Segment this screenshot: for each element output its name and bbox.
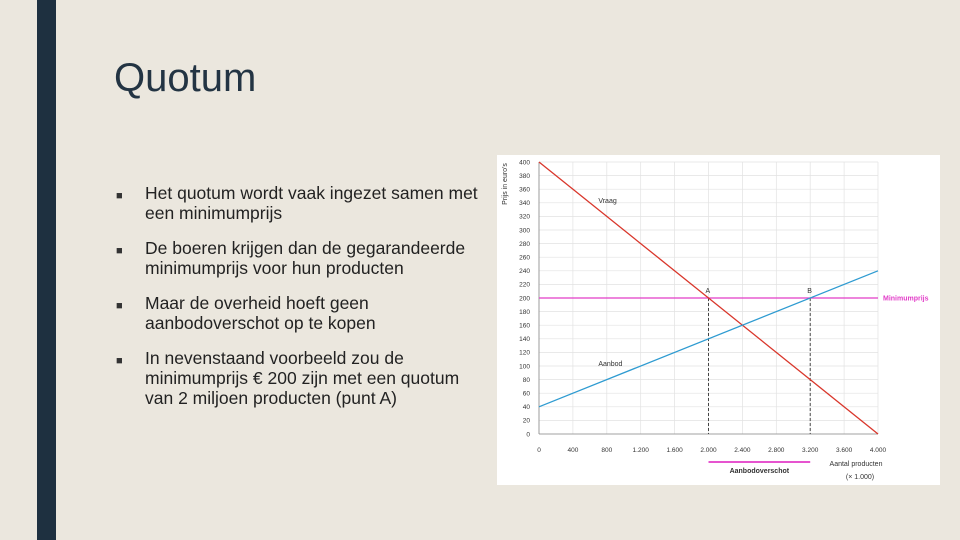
x-tick-label: 0: [537, 447, 541, 454]
x-tick-label: 1.200: [632, 447, 649, 454]
x-tick-label: 400: [567, 447, 579, 454]
y-tick-label: 140: [519, 336, 530, 344]
y-tick-label: 220: [519, 281, 530, 289]
bullet-marker-icon: ■: [116, 300, 123, 312]
y-tick-label: 180: [519, 308, 530, 316]
y-tick-label: 100: [519, 363, 530, 371]
y-tick-label: 300: [519, 227, 530, 235]
x-tick-label: 2.800: [768, 447, 785, 454]
accent-bar: [37, 0, 56, 540]
bullet-text: De boeren krijgen dan de gegarandeerde minimumprijs voor hun producten: [145, 238, 466, 278]
y-tick-label: 380: [519, 172, 530, 180]
y-tick-label: 360: [519, 186, 530, 194]
bullet-text: In nevenstaand voorbeeld zou de minimumprijs € 200 zijn met een quotum van 2 miljoen producten (punt A): [145, 348, 460, 408]
y-tick-label: 80: [522, 376, 530, 384]
bullet-text: Het quotum wordt vaak ingezet samen met een minimumprijs: [145, 183, 478, 223]
y-tick-label: 0: [526, 431, 530, 439]
bullet-marker-icon: ■: [116, 190, 123, 202]
x-tick-label: 4.000: [869, 447, 887, 454]
bullet-marker-icon: ■: [116, 245, 123, 257]
x-tick-label: 1.600: [666, 447, 683, 454]
bullet-list: [116, 183, 491, 423]
y-tick-label: 260: [519, 254, 530, 262]
y-tick-label: 240: [519, 268, 530, 276]
x-tick-label: 2.000: [700, 447, 717, 454]
minimumprijs-label: Minimumprijs: [883, 295, 929, 303]
y-tick-label: 160: [519, 322, 530, 330]
y-tick-label: 340: [519, 200, 530, 208]
x-axis-label: Aantal producten: [829, 461, 883, 468]
y-tick-label: 400: [519, 159, 530, 167]
bullet-item: [116, 293, 491, 333]
y-axis-label: Prijs in euro's: [502, 163, 509, 205]
y-tick-label: 20: [522, 417, 530, 425]
bullet-item: [116, 183, 491, 223]
slide-title: Quotum: [114, 56, 257, 100]
aanbodoverschot-label: Aanbodoverschot: [729, 468, 790, 475]
y-tick-label: 320: [519, 213, 530, 221]
point-label: A: [705, 288, 711, 295]
y-tick-label: 120: [519, 349, 530, 357]
point-label: B: [807, 288, 812, 295]
x-tick-label: 3.200: [802, 447, 819, 454]
bullet-item: [116, 348, 491, 408]
y-tick-label: 280: [519, 240, 530, 248]
chart: [497, 155, 940, 485]
series-label-aanbod: Aanbod: [598, 361, 623, 368]
x-tick-label: 2.400: [734, 447, 751, 454]
x-tick-label: 3.600: [835, 447, 853, 454]
x-tick-label: 800: [601, 447, 613, 454]
y-tick-label: 200: [519, 295, 530, 303]
bullet-text: Maar de overheid hoeft geen aanbodoverschot op te kopen: [145, 293, 376, 333]
bullet-item: [116, 238, 491, 278]
chart-svg: [497, 155, 940, 485]
bullet-marker-icon: ■: [116, 355, 123, 367]
y-tick-label: 40: [522, 404, 530, 412]
series-label-vraag: Vraag: [598, 197, 617, 205]
y-tick-label: 60: [522, 390, 530, 398]
x-axis-unit-label: (× 1.000): [845, 474, 875, 481]
